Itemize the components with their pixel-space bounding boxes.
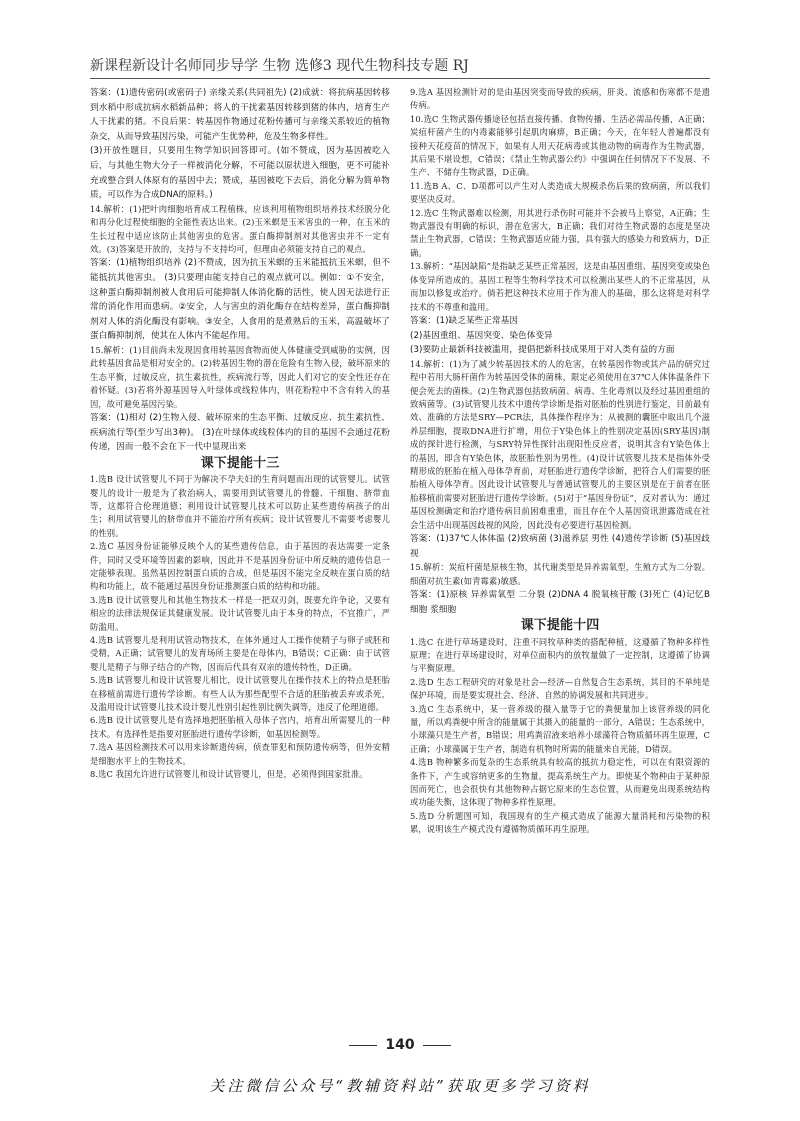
analysis-15: 15.解析：(1)目前尚未发现因食用转基因食物而使人体健康受到威胁的实例，因此转基因食品是相对安全的。(2)转基因生物的潜在危险有生物入侵，破坏原来的生态平衡，过敏反应，抗生素抗性，疾病流行等，因此人们对它的安全性还存在着怀疑。(3)若将外源基因导入叶绿体或线粒体内，则花粉粒中不含有转入的基因，故可避免基因污染。	[90, 344, 390, 409]
footer-watermark-text: 关注微信公众号“教辅资料站”获取更多学习资料	[209, 1077, 591, 1095]
question-4: 4.选B 试管婴儿是利用试管动物技术，在体外通过人工操作使精子与卵子或胚和受精，A正确；试管婴儿的发育场所主要是在母体内，B错误；C正确：由于试管婴儿是精子与卵子结合的产物，因而后代具有双亲的遗传特性，D正确。	[90, 635, 390, 672]
analysis-15-r: 15.解析：炭疽杆菌是原核生物，其代谢类型是异养需氧型，生殖方式为二分裂。细菌对抗生素(如青霉素)敏感。	[410, 562, 710, 586]
answer-14: 答案：(1)植物组织培养 (2)不赞成，因为抗玉米螟的玉米能抵抗玉米螟，但不能抵抗其他害虫。 (3)只要理由能支持自己的观点就可以。例如：①不安全，这种蛋白酶抑制剂被人食用后可能抑制人体消化酶的活性，使人因无法进行正常的消化作用而患病。②安全，人与害虫的消化酶存在结构差异，蛋白酶抑制剂对人体的消化酶没有影响。③安全，人食用的是煮熟后的玉米，高温破坏了蛋白酶抑制剂，使其在人体内不能起作用。	[90, 258, 390, 342]
question-9: 9.选A 基因检测针对的是由基因突变而导致的疾病，肝炎、流感和伤寒都不是遗传病。	[410, 87, 710, 111]
question-5: 5.选B 试管婴儿和设计试管婴儿相比，设计试管婴儿在操作技术上的特点是胚胎在移植前需进行遗传学诊断。有些人认为那些配型不合适的胚胎被丢弃或杀死，及滥用设计试管婴儿技术设计婴儿性别引起性别比例失调等，违反了伦理道德。	[90, 675, 390, 713]
question-1: 1.选B 设计试管婴儿不同于为解决不孕夫妇的生育问题而出现的试管婴儿。试管婴儿的设计一般是为了救治病人，需要用到试管婴儿的骨髓、干细胞、脐带血等，这都符合伦理道德；利用设计试管婴儿技术可以防止某些遗传病孩子的出生；利用试管婴儿的脐带血并不能治疗所有疾病；设计试管婴儿不需要考虑婴儿的性别。	[90, 474, 390, 538]
page-number-dash-left	[349, 1045, 377, 1046]
answer-15: 答案：(1)相对 (2)生物入侵、破坏原来的生态平衡、过敏反应、抗生素抗性、疾病流行等(至少写出3种)。 (3)在叶绿体或线粒体内的目的基因不会通过花粉传递，因而一般不会在下一代中显现出来	[90, 412, 390, 453]
left-column	[90, 86, 390, 782]
question-11: 11.选B A、C、D项都可以产生对人类造成大规模杀伤后果的致病菌，所以我们要坚决反对。	[410, 180, 710, 205]
analysis-14-r: 14.解析：(1)为了减少转基因技术的人的危害，在转基因作物或其产品的研究过程中若用大肠杆菌作为转基因受体的菌株，限定必须使用在37℃人体体温条件下便会死去的菌株。(2)生物武器包括致病菌、病毒、生化毒剂以及经过基因重组的致病菌等。(3)试管婴儿技术中遗传学诊断是指对胚胎的性别进行鉴定，目前最有效、准确的方法是SRY—PCR法，具体操作程序为：从被测的囊胚中取出几个滋养层细胞，提取DNA进行扩增，用位于Y染色体上的性别决定基因(SRY基因)制成的探针进行检测，与SRY特异性探针出现阳性反应者，说明其含有Y染色体上的基因，即含有Y染色体，故胚胎性别为男性。(4)设计试管婴儿技术是指体外受精形成的胚胎在植入母体孕育前，对胚胎进行遗传学诊断，把符合人们需要的胚胎植入母体孕育。因此设计试管婴儿与普通试管婴儿的主要区别是在于前者在胚胎移植前需要对胚胎进行遗传学诊断。(5)对于“基因身份证”，反对者认为：通过基因检测确定和治疗遗传病目前困难重重，而且存在个人基因资讯泄露造成在社会生活中出现基因歧视的风险，因此没有必要进行基因检测。	[410, 358, 710, 530]
answer-15-r: 答案：(1)原核 异养需氧型 二分裂 (2)DNA 4 脱氧核苷酸 (3)死亡 (4)记忆B细胞 浆细胞	[410, 589, 710, 615]
question-r5: 5.选D 分析题图可知，我国现有的生产模式造成了能源大量消耗和污染物的积累，说明该生产模式没有遵循物质循环再生原理。	[410, 810, 710, 835]
question-2: 2.选C 基因身份证能够反映个人的某些遗传信息，由于基因的表达需要一定条件，同时又受环境等因素的影响，因此并不是基因身份证中所反映的遗传信息一定能够表现。虽然基因控制蛋白质的合成，但是基因不能完全反映在蛋白质的结构和功能上，故不能通过基因身份证推测蛋白质的结构和功能。	[90, 541, 390, 592]
analysis-13: 13.解析：“基因缺陷”是指缺乏某些正常基因，这是由基因重组、基因突变或染色体变异所造成的。基因工程等生物科学技术可以检测出某些人的不正常基因，从而加以修复或治疗。倘若把这种技术应用于作为准人的基础，那么这将是对科学技术的不尊重和滥用。	[410, 261, 710, 312]
header-rule	[90, 78, 710, 79]
right-column	[410, 86, 710, 837]
section-heading-14: 课下提能十四	[520, 618, 600, 634]
page-number: 140	[385, 1037, 415, 1053]
answer-12-part3: (3)开放性题目，只要用生物学知识回答即可。(如不赞成，因为基因被吃入后，与其他生物大分子一样被消化分解，不可能以原状进入细胞，更不可能补充或整合到人体原有的基因中去；赞成，基因被吃下去后，消化分解为简单物质，可以作为合成DNA的原料。)	[90, 146, 390, 201]
question-8: 8.选C 我国允许进行试管婴儿和设计试管婴儿，但是，必须得到国家批准。	[90, 769, 368, 780]
answer-13: 答案：(1)缺乏某些正常基因 (2)基因重组、基因突变、染色体变异 (3)要防止最新科技被滥用，提倡把新科技成果用于对人类有益的方面	[410, 315, 675, 356]
question-r4: 4.选B 物种繁多而复杂的生态系统具有较高的抵抗力稳定性，可以在有限资源的条件下，产生或容纳更多的生物量，提高系统生产力。即使某个物种由于某种原因而死亡，也会很快有其他物种占据它原来的生态位置，从而避免出现系统结构或功能失衡，这体现了物种多样性原理。	[410, 757, 710, 808]
answer-14-r: 答案：(1)37℃人体体温 (2)致病菌 (3)滋养层 男性 (4)遗传学诊断 (5)基因歧视	[410, 533, 710, 559]
question-12: 12.选C 生物武器难以检测，用其进行杀伤时可能并不会被马上察觉，A正确；生物武器没有明确的标识，潜在危害大，B正确；我们对待生物武器的态度是坚决禁止生物武器，C错误；生物武器适应能力强，具有强大的感染力和致病力，D正确。	[410, 207, 710, 258]
analysis-14: 14.解析：(1)把叶肉细胞培育成工程植株，应该利用植物组织培养技术经脱分化和再分化过程使细胞的全能性表达出来。(2)玉米螟是玉米害虫的一种，在玉米的生长过程中适应该防止其他害虫的危害。蛋白酶抑制剂对其他害虫并不一定有效。(3)答案是开放的，支持与不支持均可，但理由必须能支持自己的观点。	[90, 203, 390, 254]
question-r1: 1.选C 在进行草场建设时，注重不同牧草种类的搭配种植，这遵循了物种多样性原理；在进行草场建设时，对单位面积内的放牧量做了一定控制，这遵循了协调与平衡原理。	[410, 636, 710, 674]
question-r2: 2.选D 生态工程研究的对象是社会—经济—自然复合生态系统，其目的不单纯是保护环境，而是要实现社会、经济、自然的协调发展和共同进步。	[410, 676, 710, 701]
page-header: 新课程新设计名师同步导学 生物 选修3 现代生物科技专题 RJ	[90, 58, 469, 74]
answer-12: 答案：(1)遗传密码(或密码子) 亲缘关系(共同祖先) (2)成就：将抗病基因转移到水稻中形成抗病水稻新品种；将人的干扰素基因转移到猪的体内，培育生产人干扰素的猪。不良后果：转基因作物通过花粉传播可与亲缘关系较近的植物杂交，从而导致基因污染，可能产生优势种，危及生物多样性。	[90, 88, 390, 142]
question-7: 7.选A 基因检测技术可以用来诊断遗传病，侦查罪犯和预防遗传病等，但外安精是细胞水平上的生物技术。	[90, 742, 390, 766]
question-r3: 3.选C 生态系统中，某一营养级的摄入量等于它的粪便量加上该营养级的同化量，所以鸡粪便中所含的能量属于其摄入的能量的一部分，A错误；生态系统中，小球藻只是生产者，B错误；用鸡粪沼液来培养小球藻符合物质循环再生原理，C正确；小球藻属于生产者，制造有机物时所需的能量来自光能，D错误。	[410, 703, 710, 754]
section-heading-13: 课下提能十三	[200, 455, 280, 471]
question-3: 3.选B 设计试管婴儿和其他生物技术一样是一把双刃剑，既要允许争论，又要有相应的法律法规保证其健康发展。设计试管婴儿由于本身的特点，不宜推广，严防滥用。	[90, 594, 390, 632]
page-number-dash-right	[423, 1045, 451, 1046]
question-10: 10.选C 生物武器传播途径包括直接传播、食物传播、生活必需品传播，A正确；炭疽杆菌产生的内毒素能够引起肌肉麻痹，B正确；今天，在年轻人普遍都没有接种天花疫苗的情况下，如果有人用天花病毒或其他动物的病毒作为生物武器，其后果不堪设想，C错误；《禁止生物武器公约》中强调在任何情况下不发展、不生产、不储存生物武器，D正确。	[410, 113, 710, 178]
question-6: 6.选B 设计试管婴儿是有选择地把胚胎植入母体子宫内，培育出所需婴儿的一种技术。有选择性是指要对胚胎进行遗传学诊断，如基因检测等。	[90, 715, 390, 739]
page-number-row	[0, 1037, 800, 1053]
